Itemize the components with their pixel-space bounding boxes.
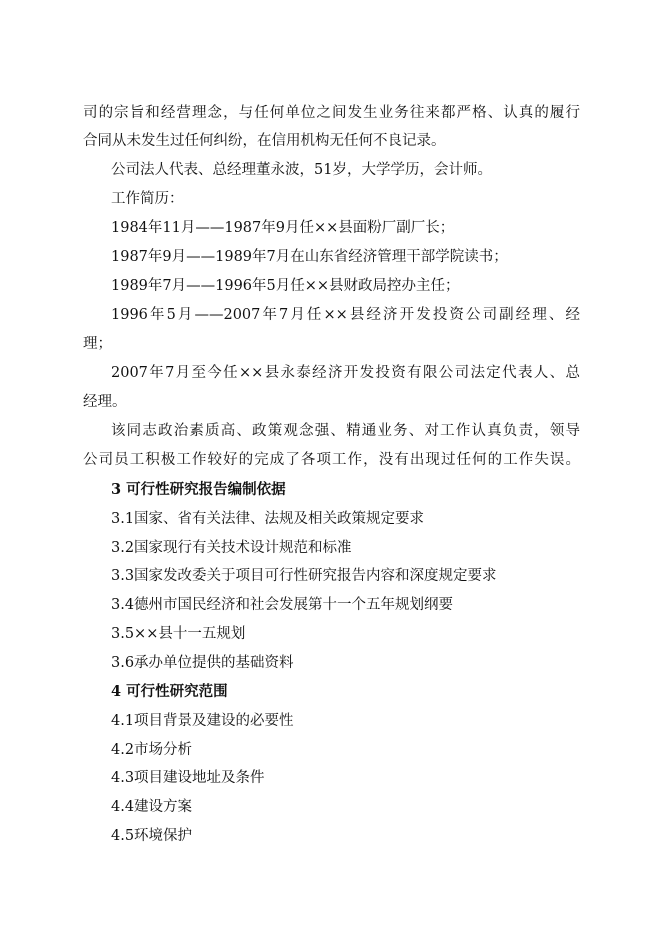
- work-history-title: 工作简历：: [111, 191, 184, 207]
- intro-line-1: 司的宗旨和经营理念，与任何单位之间发生业务往来都严格、认真的履行: [83, 105, 580, 121]
- work-history-item: 1984年11月——1987年9月任××县面粉厂副厂长；: [111, 220, 455, 236]
- section-3-item: 3.6承办单位提供的基础资料: [111, 655, 294, 671]
- section-3-heading: 3 可行性研究报告编制依据: [111, 481, 286, 498]
- work-history-item-continuation: 理；: [83, 336, 112, 352]
- section-4-item: 4.4建设方案: [111, 799, 193, 815]
- intro-line-2: 合同从未发生过任何纠纷，在信用机构无任何不良记录。: [83, 133, 446, 149]
- work-history-item: 1996年5月——2007年7月任××县经济开发投资公司副经理、经: [111, 307, 580, 323]
- section-3-item: 3.1国家、省有关法律、法规及相关政策规定要求: [111, 511, 425, 527]
- section-3-item: 3.4德州市国民经济和社会发展第十一个五年规划纲要: [111, 597, 454, 613]
- section-4-item: 4.3项目建设地址及条件: [111, 770, 265, 786]
- section-4-item: 4.1项目背景及建设的必要性: [111, 713, 294, 729]
- section-4-item: 4.5环境保护: [111, 828, 193, 844]
- section-4-item: 4.2市场分析: [111, 742, 193, 758]
- work-history-item: 1987年9月——1989年7月在山东省经济管理干部学院读书；: [111, 249, 508, 265]
- work-history-item: 1989年7月——1996年5月任××县财政局控办主任；: [111, 278, 460, 294]
- section-3-item: 3.2国家现行有关技术设计规范和标准: [111, 540, 352, 556]
- evaluation-line-1: 该同志政治素质高、政策观念强、精通业务、对工作认真负责，领导: [111, 423, 580, 439]
- evaluation-line-2: 公司员工积极工作较好的完成了各项工作，没有出现过任何的工作失误。: [83, 452, 580, 468]
- work-history-item-continuation: 经理。: [83, 394, 127, 410]
- section-3-item: 3.3国家发改委关于项目可行性研究报告内容和深度规定要求: [111, 568, 497, 584]
- section-4-heading: 4 可行性研究范围: [111, 683, 228, 700]
- work-history-item: 2007年7月至今任××县永泰经济开发投资有限公司法定代表人、总: [111, 365, 580, 381]
- section-3-item: 3.5××县十一五规划: [111, 626, 246, 642]
- legal-representative: 公司法人代表、总经理董永波，51岁，大学学历，会计师。: [111, 162, 492, 178]
